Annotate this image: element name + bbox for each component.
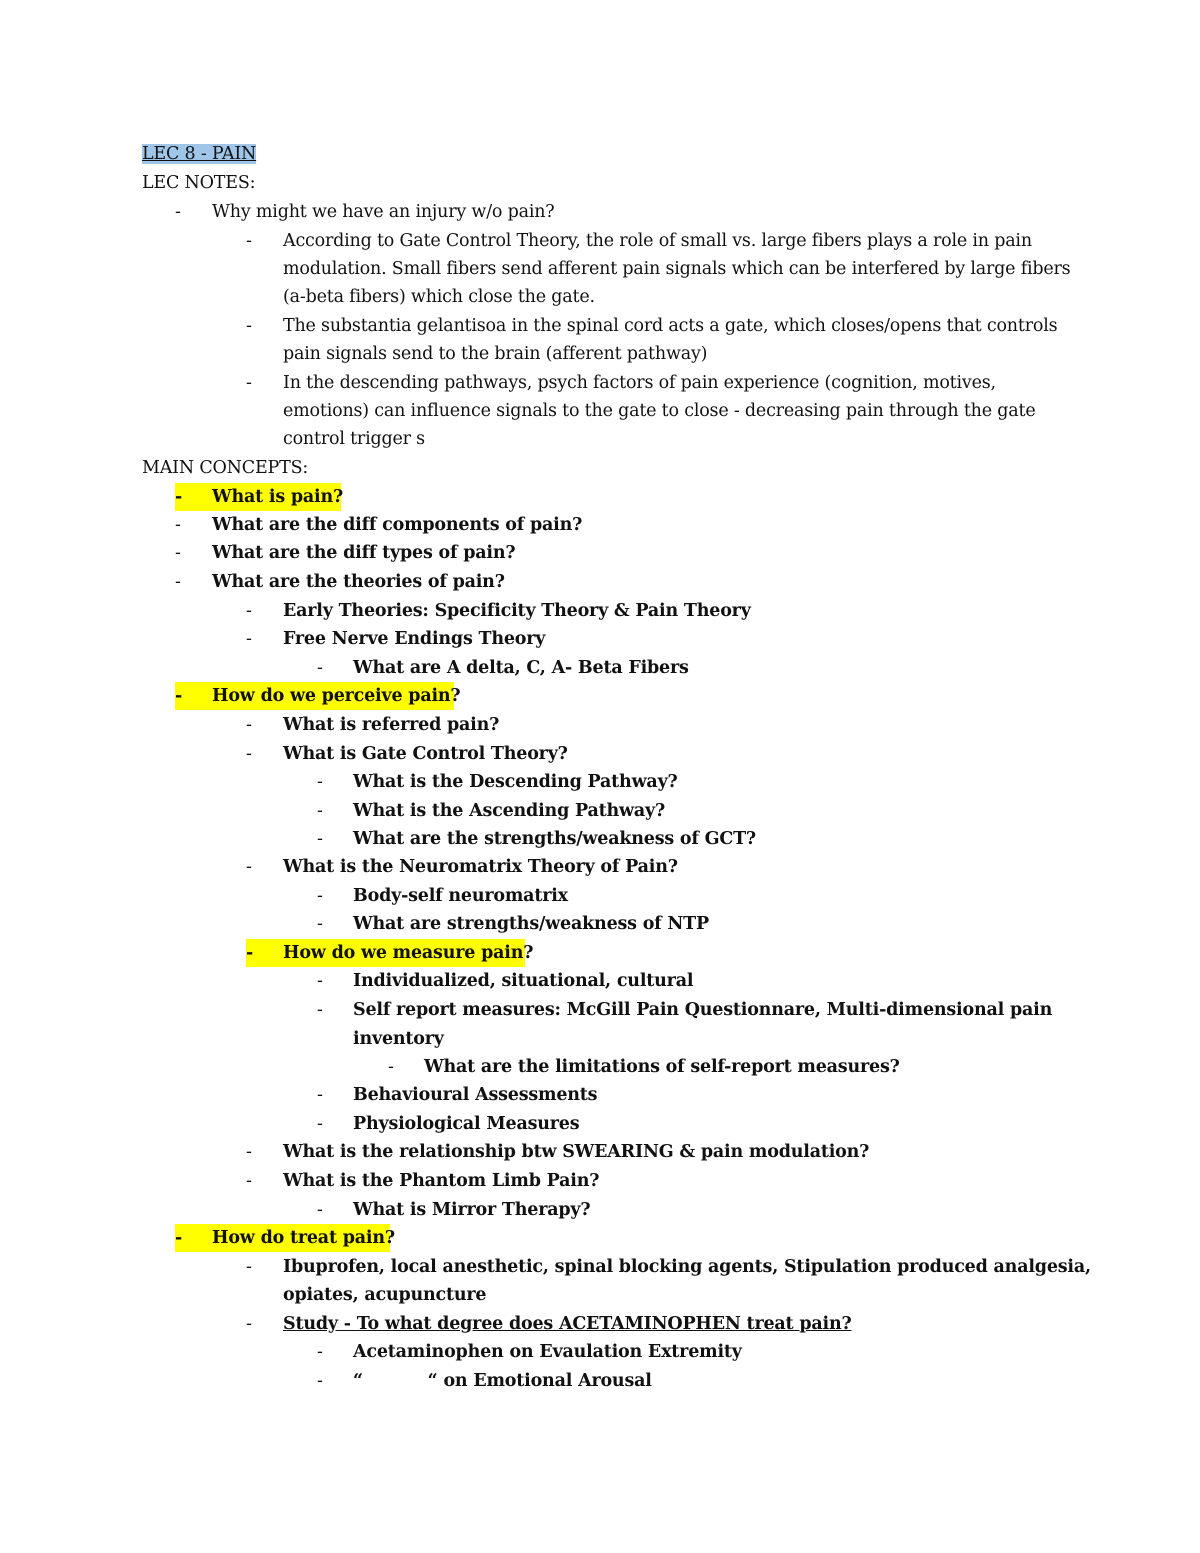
concept-item-continuation: opiates, acupuncture xyxy=(283,1285,487,1305)
main-concepts-heading: MAIN CONCEPTS: xyxy=(142,458,309,478)
bullet-dash: - xyxy=(317,1085,323,1105)
concept-item: What is referred pain? xyxy=(283,715,500,735)
lec-notes-question: Why might we have an injury w/o pain? xyxy=(212,202,555,222)
bullet-dash: - xyxy=(246,1171,252,1191)
bullet-dash: - xyxy=(175,487,183,507)
bullet-dash: - xyxy=(317,1114,323,1134)
note-point-3-line-2: emotions) can influence signals to the gate to close - decreasing pain through the gate xyxy=(283,401,1036,421)
concept-item: What are the diff types of pain? xyxy=(212,543,516,563)
title-text: LEC 8 - PAIN xyxy=(142,144,257,164)
concept-item: What are the diff components of pain? xyxy=(212,515,583,535)
concept-item: - How do we measure pain? xyxy=(246,939,525,967)
bullet-dash: - xyxy=(246,629,252,649)
concept-item: Individualized, situational, cultural xyxy=(353,971,694,991)
concept-item: Early Theories: Specificity Theory & Pain Theory xyxy=(283,601,751,621)
bullet-dash: - xyxy=(246,1257,252,1277)
concept-item: What is the Neuromatrix Theory of Pain? xyxy=(283,857,678,877)
concept-item: What is the Descending Pathway? xyxy=(353,772,678,792)
note-point-1-line-2: modulation. Small fibers send afferent pain signals which can be interfered by large fibers xyxy=(283,259,1071,279)
bullet-dash: - xyxy=(246,231,252,251)
lec-notes-heading: LEC NOTES: xyxy=(142,173,256,193)
bullet-dash: - xyxy=(246,943,254,963)
concept-item: Ibuprofen, local anesthetic, spinal blocking agents, Stipulation produced analgesia, xyxy=(283,1257,1091,1277)
note-point-3-line-1: In the descending pathways, psych factors of pain experience (cognition, motives, xyxy=(283,373,996,393)
concept-item: - How do we perceive pain? xyxy=(175,682,454,710)
concept-item: What is the Ascending Pathway? xyxy=(353,801,666,821)
bullet-dash: - xyxy=(317,829,323,849)
bullet-dash: - xyxy=(246,857,252,877)
concept-item: What are the limitations of self-report measures? xyxy=(424,1057,900,1077)
concept-item: What is Gate Control Theory? xyxy=(283,744,568,764)
bullet-dash: - xyxy=(246,601,252,621)
bullet-dash: - xyxy=(246,316,252,336)
note-point-2-line-2: pain signals send to the brain (afferent pathway) xyxy=(283,344,708,364)
concept-item: Body-self neuromatrix xyxy=(353,886,568,906)
bullet-dash: - xyxy=(175,686,183,706)
bullet-dash: - xyxy=(317,1000,323,1020)
bullet-dash: - xyxy=(317,801,323,821)
bullet-dash: - xyxy=(317,1200,323,1220)
concept-item: What are A delta, C, A- Beta Fibers xyxy=(353,658,689,678)
bullet-dash: - xyxy=(246,373,252,393)
bullet-dash: - xyxy=(246,744,252,764)
bullet-dash: - xyxy=(317,1342,323,1362)
bullet-dash: - xyxy=(246,1142,252,1162)
bullet-dash: - xyxy=(317,886,323,906)
bullet-dash: - xyxy=(317,658,323,678)
concept-item: “ “ on Emotional Arousal xyxy=(353,1371,652,1391)
concept-item: Free Nerve Endings Theory xyxy=(283,629,546,649)
bullet-dash: - xyxy=(317,971,323,991)
note-point-1-line-3: (a-beta fibers) which close the gate. xyxy=(283,287,595,307)
bullet-dash: - xyxy=(175,543,181,563)
concept-item: Physiological Measures xyxy=(353,1114,580,1134)
bullet-dash: - xyxy=(246,1314,252,1334)
concept-item: - How do treat pain? xyxy=(175,1224,390,1252)
bullet-dash: - xyxy=(175,1228,183,1248)
bullet-dash: - xyxy=(175,572,181,592)
concept-item: What is Mirror Therapy? xyxy=(353,1200,591,1220)
concept-item: Behavioural Assessments xyxy=(353,1085,598,1105)
concept-item: What is the Phantom Limb Pain? xyxy=(283,1171,600,1191)
concept-item-continuation: inventory xyxy=(353,1029,444,1049)
bullet-dash: - xyxy=(317,914,323,934)
concept-item: What is the relationship btw SWEARING & pain modulation? xyxy=(283,1142,870,1162)
bullet-dash: - xyxy=(317,1371,323,1391)
study-heading: Study - To what degree does ACETAMINOPHEN treat pain? xyxy=(283,1314,852,1334)
bullet-dash: - xyxy=(175,515,181,535)
note-point-2-line-1: The substantia gelantisoa in the spinal cord acts a gate, which closes/opens that controls xyxy=(283,316,1058,336)
concept-item: What are the theories of pain? xyxy=(212,572,505,592)
bullet-dash: - xyxy=(175,202,181,222)
concept-item: Acetaminophen on Evaulation Extremity xyxy=(353,1342,742,1362)
concept-item: Self report measures: McGill Pain Questionnare, Multi-dimensional pain xyxy=(353,1000,1053,1020)
bullet-dash: - xyxy=(246,715,252,735)
concept-item: What are the strengths/weakness of GCT? xyxy=(353,829,756,849)
note-point-3-line-3: control trigger s xyxy=(283,429,425,449)
bullet-dash: - xyxy=(388,1057,394,1077)
bullet-dash: - xyxy=(317,772,323,792)
document-title xyxy=(142,140,256,168)
note-point-1-line-1: According to Gate Control Theory, the role of small vs. large fibers plays a role in pain xyxy=(283,231,1032,251)
concept-item: - What is pain? xyxy=(175,483,341,511)
concept-item: What are strengths/weakness of NTP xyxy=(353,914,709,934)
